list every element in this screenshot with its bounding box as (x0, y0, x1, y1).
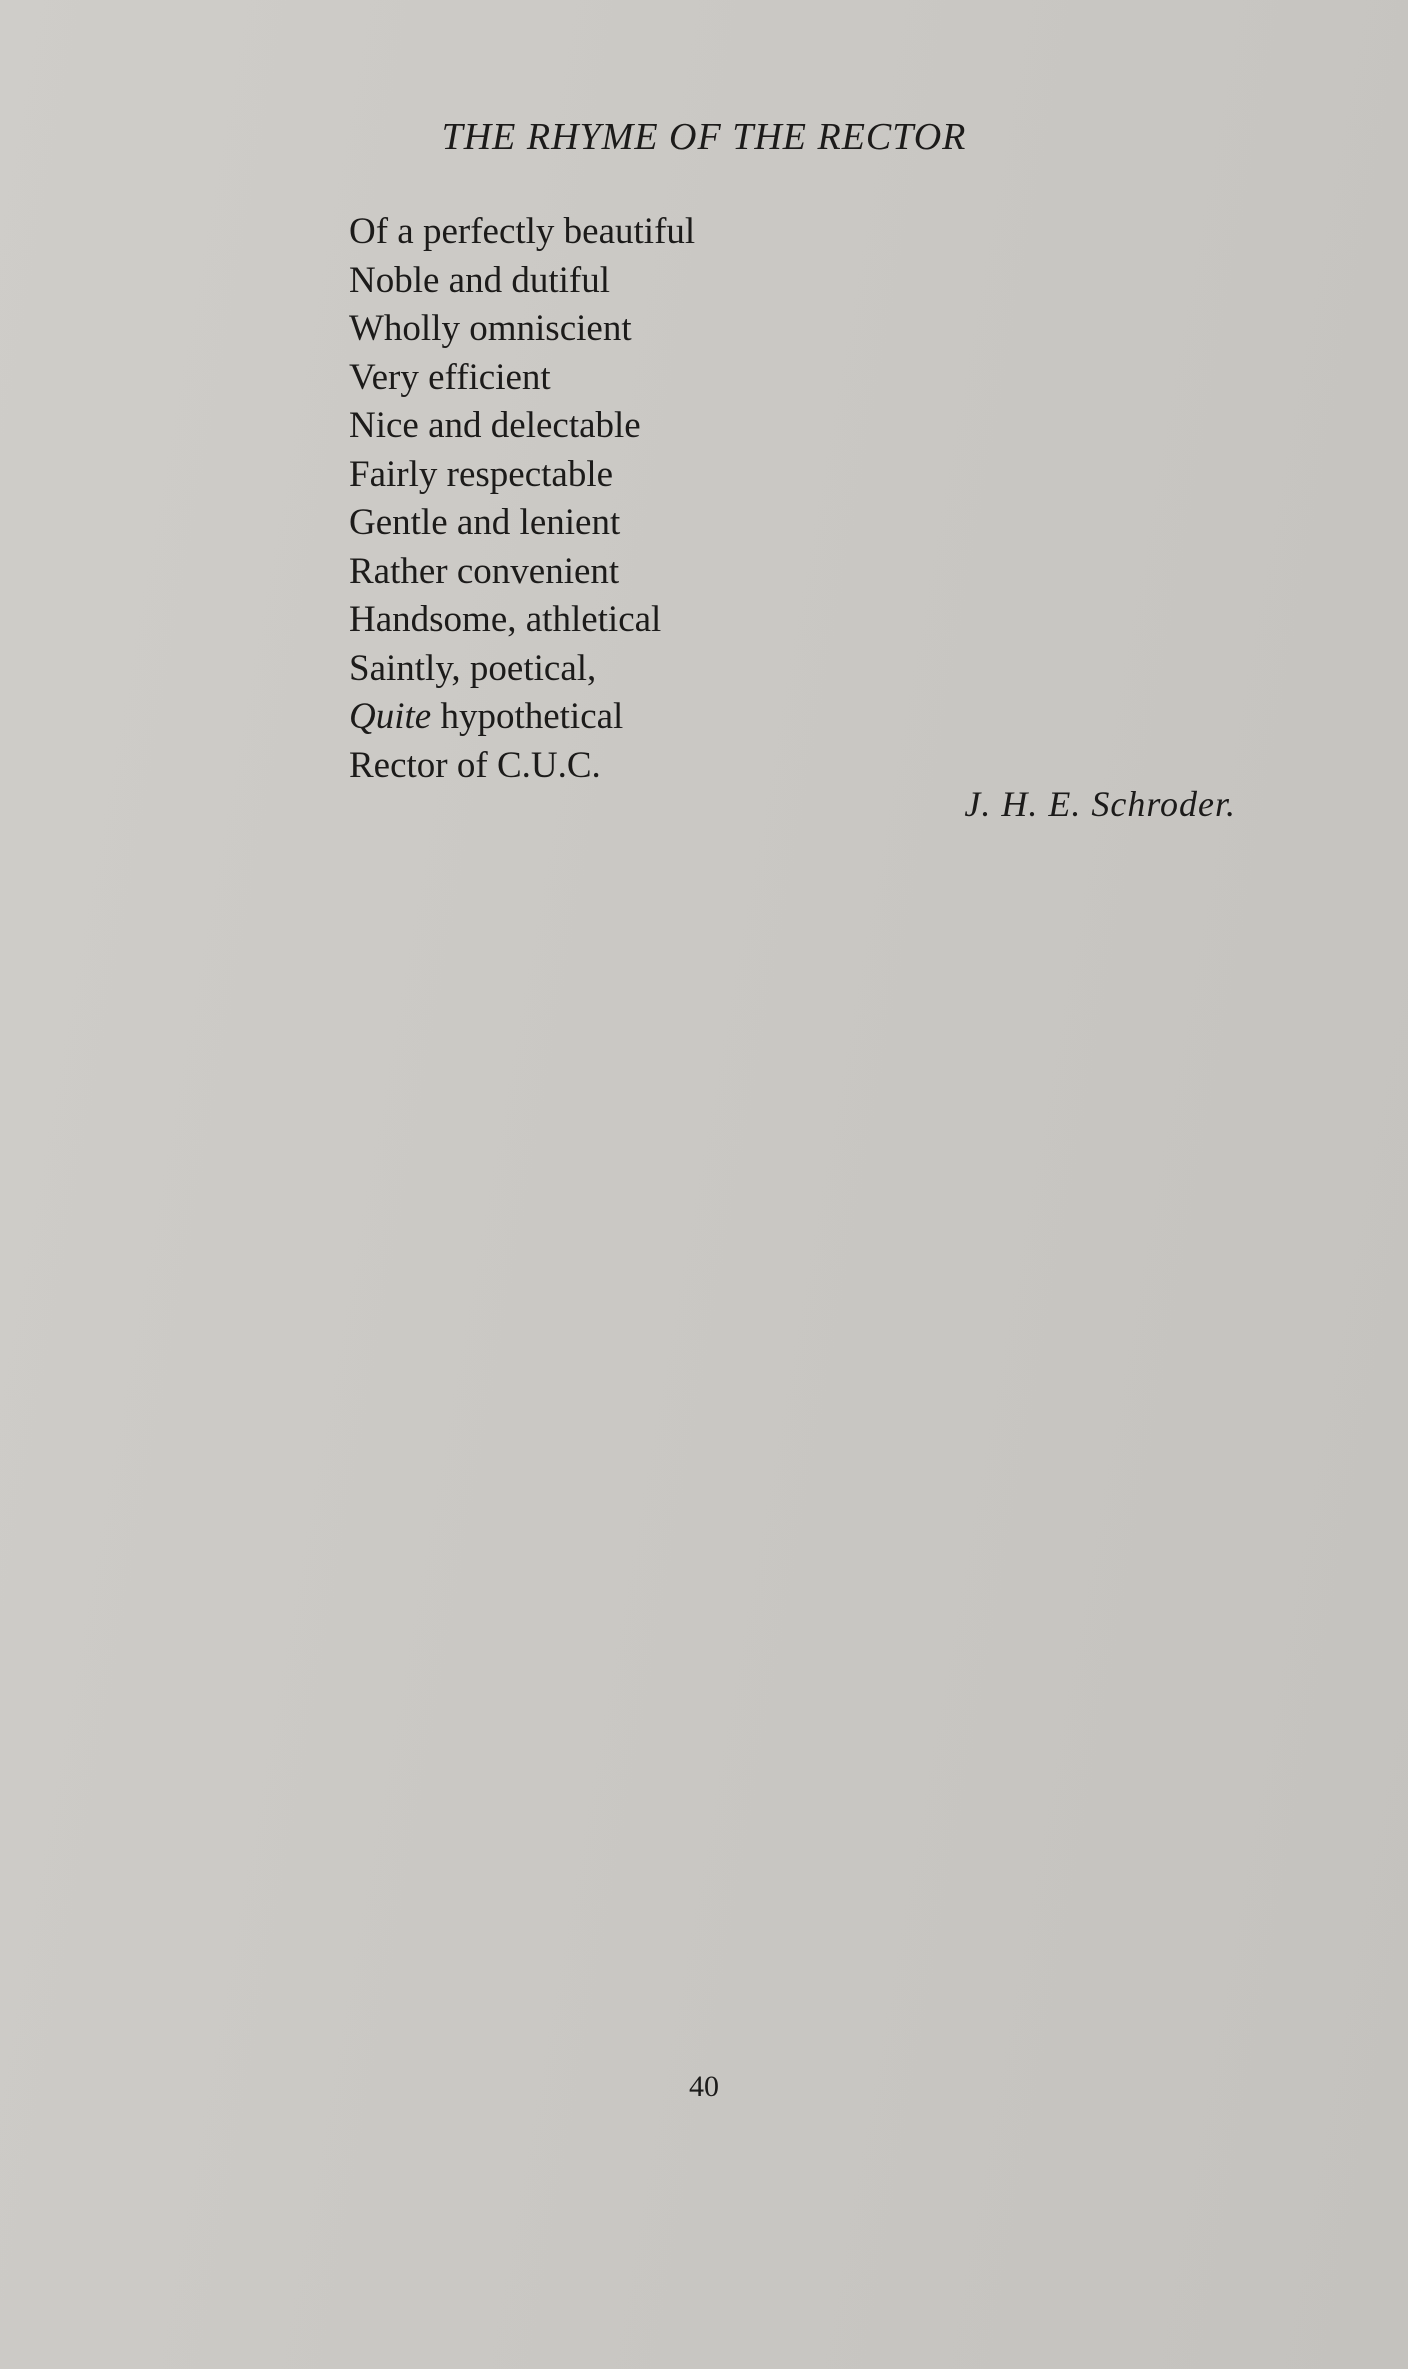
poem-line-9: Handsome, athletical (349, 599, 662, 640)
poem-line-4: Very efficient (349, 356, 551, 398)
poem-line-8: Rather convenient (349, 550, 620, 592)
poem-line-3: Wholly omniscient (349, 308, 632, 349)
poem-line-2: Noble and dutiful (349, 259, 611, 301)
poem-line-10: Saintly, poetical, (349, 647, 597, 689)
poem-line-6: Fairly respectable (349, 453, 614, 495)
poem-line-1: Of a perfectly beautiful (349, 211, 696, 252)
poem-line-12: Rector of C.U.C. (349, 744, 601, 786)
poem-line-11-rest: hypothetical (431, 696, 624, 737)
poem-line-5: Nice and delectable (349, 405, 641, 446)
poem-line-7: Gentle and lenient (349, 502, 621, 543)
running-head: THE RHYME OF THE RECTOR (441, 116, 967, 158)
poem-stanza (349, 208, 695, 790)
poem-line-11 (349, 693, 695, 742)
poem-line-11-italic-word: Quite (349, 696, 432, 737)
author-attribution: J. H. E. Schroder. (964, 784, 1236, 824)
page-number: 40 (689, 2070, 719, 2103)
